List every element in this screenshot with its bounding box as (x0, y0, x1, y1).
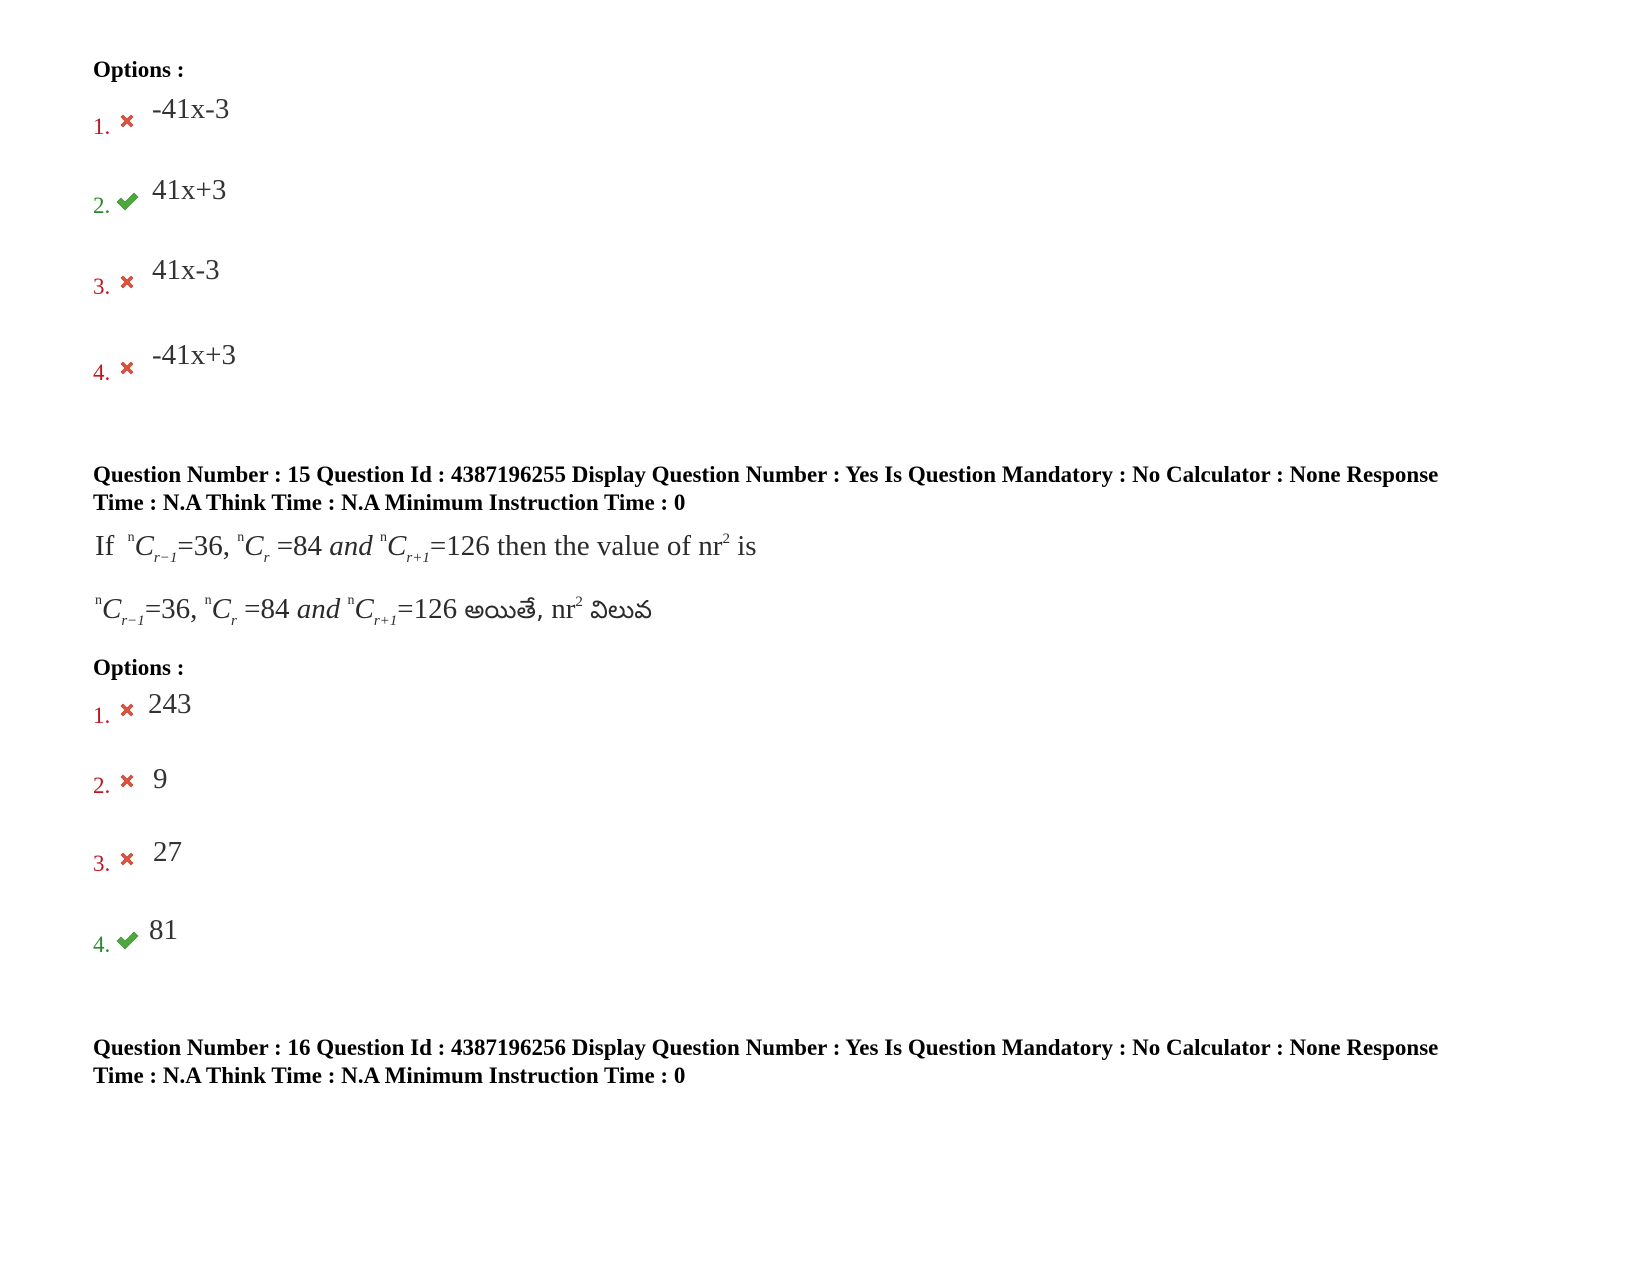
option-value: -41x-3 (152, 93, 230, 125)
stem-telugu-tail: విలువ (590, 595, 653, 624)
option-value: 9 (153, 763, 168, 795)
stem-c: C (354, 593, 374, 625)
option-number: 1. (93, 703, 111, 728)
stem-and: and (296, 593, 341, 625)
option-value: -41x+3 (152, 339, 237, 371)
question-meta-line2: Time : N.A Think Time : N.A Minimum Instruction Time : 0 (93, 490, 686, 515)
option-number: 3. (93, 851, 111, 876)
stem-nr: nr (551, 593, 576, 625)
stem-c: C (387, 530, 407, 562)
cross-icon (117, 849, 137, 869)
stem-sub: r−1 (121, 613, 145, 629)
stem-eq: =84 (244, 593, 290, 625)
stem-n: n (204, 593, 212, 608)
stem-eq: =36, (144, 593, 198, 625)
option-number: 4. (93, 932, 111, 957)
question-meta-line1: Question Number : 15 Question Id : 4387196255 Display Question Number : Yes Is Question Mandatory : No Calculator : None Response (93, 462, 1439, 487)
stem-end: is (737, 530, 757, 562)
option-number: 4. (93, 360, 111, 385)
stem-n: n (127, 530, 135, 545)
cross-icon (117, 111, 137, 131)
option-value: 27 (153, 836, 182, 868)
option-number: 1. (93, 114, 111, 139)
stem-n: n (380, 530, 388, 545)
option-value: 243 (148, 688, 192, 720)
options-heading: Options : (93, 655, 185, 680)
question-16-meta (93, 1034, 1563, 1090)
stem-eq: =36, (177, 530, 230, 562)
option-number: 3. (93, 274, 111, 299)
stem-c: C (244, 530, 264, 562)
stem-telugu-word: అయితే, (464, 595, 544, 624)
stem-tail: then the value of nr (496, 530, 723, 562)
option-value: 41x-3 (152, 254, 220, 286)
stem-c: C (102, 593, 122, 625)
stem-sub: r−1 (153, 550, 178, 566)
check-icon (115, 929, 139, 951)
option-value: 81 (149, 914, 178, 946)
question-meta-line1: Question Number : 16 Question Id : 4387196256 Display Question Number : Yes Is Question Mandatory : No Calculator : None Response (93, 1035, 1439, 1060)
question-meta-line2: Time : N.A Think Time : N.A Minimum Instruction Time : 0 (93, 1063, 686, 1088)
stem-c: C (134, 530, 154, 562)
stem-if: If (95, 530, 115, 562)
option-value: 41x+3 (152, 174, 227, 206)
question-stem-english (95, 530, 757, 567)
stem-sub: r+1 (373, 613, 398, 629)
stem-sup: 2 (575, 594, 583, 610)
stem-sub: r+1 (406, 550, 430, 566)
stem-and: and (329, 530, 373, 562)
stem-sub: r (231, 613, 237, 629)
question-stem-telugu (95, 593, 652, 631)
option-number: 2. (93, 773, 111, 798)
cross-icon (117, 771, 137, 791)
stem-sup: 2 (722, 531, 730, 547)
check-icon (115, 190, 139, 212)
stem-eq: =126 (397, 593, 458, 625)
stem-sub: r (263, 550, 270, 566)
stem-n: n (347, 593, 355, 608)
cross-icon (117, 700, 137, 720)
stem-n: n (95, 593, 102, 608)
cross-icon (117, 272, 137, 292)
stem-c: C (211, 593, 232, 625)
option-number: 2. (93, 193, 111, 218)
cross-icon (117, 358, 137, 378)
options-heading: Options : (93, 57, 185, 82)
stem-eq: =84 (276, 530, 323, 562)
stem-eq: =126 (429, 530, 490, 562)
question-15-meta (93, 461, 1563, 517)
stem-n: n (237, 530, 245, 545)
